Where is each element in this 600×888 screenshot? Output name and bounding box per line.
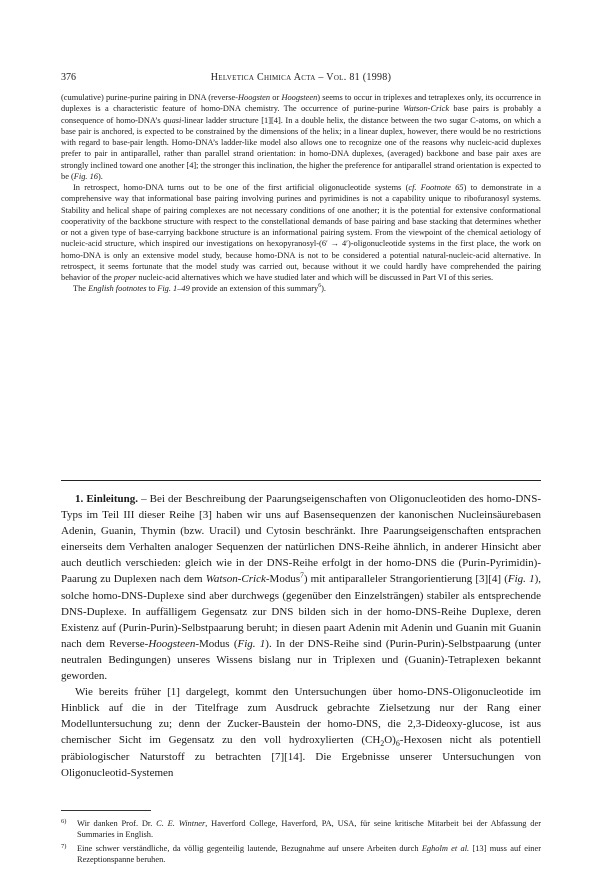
body-text: ). In der DNS-Reihe sind (Purin-Purin)-Selbstpaarung (unter neutralen Bedingungen) unseres Wissens bislang nur in Triplexen und (Guanin)-Tetraplexen bekannt geworden. (61, 637, 542, 683)
summary-italic: Hoogsten (237, 93, 271, 102)
figure-reference: Fig. 1 (237, 637, 266, 650)
body-text: Wie bereits früher [1] dargelegt, kommt den Untersuchungen über homo-DNS-Oligonucleotide im Hinblick auf die in der Titelfrage zum Ausdruck gebrachte Zielsetzung nur der Rang einer Modelluntersuchung zu; denn der Zucker-Baustein der homo-DNS, die 2,3-Dideoxy-glucose, ist aus chemischer Sicht im Gegensatz zu den voll hydroxylierten (CH (61, 686, 541, 747)
footnote-number: 7) (61, 842, 67, 850)
footnotes (61, 818, 541, 868)
footnote-text: , Haverford College, Haverford, PA, USA, für seine kritische Mitarbeit bei der Abfassung der Summaries in English. (77, 819, 541, 840)
footnote-text: [13] muss auf einer Rezeptionspanne beruhen. (77, 843, 541, 865)
footnote-reference: cf. Footnote 65 (408, 183, 464, 192)
summary-text: ). (321, 284, 326, 294)
section-divider (61, 480, 541, 481)
summary-text: In retrospect, homo-DNA turns out to be one of the first artificial oligonucleotide systems ( (73, 183, 409, 192)
footnote (61, 843, 541, 866)
footnote-italic: Egholm et al. (421, 843, 470, 853)
body-text: – Bei der Beschreibung der Paarungseigenschaften von Oligonucleotiden des homo-DNS-Typs im Teil III dieser Reihe [3] haben wir uns auf Basensequenzen der kanonischen Nucleinsäurebasen Adenin, Guanin, Thymin (bzw. Uracil) und Cytosin beschränkt. Ihre Paarungseigenschaften entsprachen einerseits dem Verhalten analoger Sequenzen der natürlichen DNS-Reihe ähnlich, in anderer Hinsicht aber auch deutlich verschieden: gleich wie in der DNS-Reihe erfolgt in der homo-DNS die (Purin-Pyrimidin)-Paarung zu Duplexen nach dem (61, 493, 541, 586)
body-text: ), solche homo-DNS-Duplexe sind aber durchwegs (gegenüber den Einzelsträngen) stabiler als entsprechende DNS-Duplexe. In auffälligem Gegensatz zur DNS bilden sich in der homo-DNS-Reihe Duplexe, deren Existenz auf (Purin-Purin)-Selbstpaarung beruht; in diesen paart Adenin mit Adenin und Guanin mit Guanin nach dem Reverse- (61, 573, 541, 650)
page-number: 376 (61, 72, 76, 83)
footnote-number-text: 6 (61, 818, 65, 825)
footnote-number-text: 7 (61, 842, 65, 850)
footnote-number: 6) (61, 818, 67, 825)
summary-text: nucleic-acid alternatives which we have studied later and which will be discussed in Part VI of this series. (136, 273, 494, 282)
body-text: -Modus ( (195, 637, 238, 650)
introduction-paragraph-2 (61, 684, 541, 781)
summary-text: -linear ladder structure [1][4]. In a double helix, the distance between the two sugar C-atoms, on which a base pair is anchored, is expected to be constrained by the dimensions of the helix; in a linear duplex, however, there would be no restrictions with regard to base-pair length. Homo-DNA’s ladder-like model also allows one to recognize one of the reasons why nucleic-acid duplexes prefer to pair in antiparallel, rather than parallel strand orientation: in homo-DNA duplexes, (averaged) backbone and base pair axes are strongly inclined toward one another [4]; the stronger this inclination, the higher the preference for antiparallel strand orientation is expected to be ( (61, 115, 541, 181)
footnote-italic: C. E. Wintner (156, 819, 206, 828)
summary-text: provide an extension of this summary (189, 284, 319, 294)
section-heading: 1. Einleitung. (75, 493, 138, 505)
running-header (61, 71, 541, 85)
summary-italic: Watson-Crick (403, 104, 450, 114)
summary-italic: proper (113, 273, 137, 282)
summary-text: base pairs is probably a consequence of homo-DNA’s (61, 104, 541, 125)
summary-paragraph-1 (61, 92, 541, 182)
footnote-mark: 6 (318, 283, 322, 290)
figure-reference: Fig. 1 (507, 573, 535, 586)
figure-reference: Fig. 1–49 (157, 284, 190, 294)
body-italic: Watson-Crick (205, 573, 266, 586)
footnote-divider (61, 810, 151, 811)
summary-italic: quasi (163, 115, 182, 125)
introduction-paragraph-1 (61, 491, 541, 684)
body-text: -Hexosen nicht als potentiell präbiologischer Naturstoff zu betrachten [7][14]. Die Ergebnisse unserer Untersuchungen von Oligonucleotid-Systemen (61, 734, 541, 779)
summary-text: The (73, 284, 89, 294)
main-text (61, 491, 541, 781)
footnote (61, 818, 541, 841)
summary-text: (cumulative) purine-purine pairing in DNA (reverse- (61, 93, 238, 102)
english-summary (61, 92, 541, 295)
body-italic: Hoogsteen (148, 637, 196, 650)
summary-text: ) seems to occur in triplexes and tetraplexes only, its occurrence in duplexes is a characteristic feature of homo-DNA chemistry. The occurrence of purine-purine (61, 93, 541, 114)
summary-italic: English footnotes (88, 284, 147, 294)
summary-italic: Hoogsteen (281, 93, 318, 102)
figure-reference: Fig. 16 (73, 171, 98, 181)
body-text: O) (384, 734, 396, 747)
summary-text: ) to demonstrate in a comprehensive way that informational base pairing involving purines and pyrimidines is not a capability unique to ribofuranosyl systems. Stability and helical shape of pairing complexes are not necessary conditions of one another; it is the potential for extensive conformational cooperativity of the backbone structure with respect to the constellational demands of base pairing and base stacking that determines whether or not a given type of base-carrying backbone structure is an informational pairing system. From the viewpoint of the chemical aetiology of nucleic-acid structure, which inspired our investigations on hexopyranosyl-(6′ → 4′)-oligonucleotide systems in the first place, the work on homo-DNA is only an extensive model study, because homo-DNA is not to be considered a potential natural-nucleic-acid alternative. In retrospect, it seems fortunate that the model study was carried out, because without it we could hardly have comprehended the pairing behavior of the (61, 183, 542, 282)
summary-text: to (146, 284, 158, 294)
summary-text: ). (98, 171, 103, 181)
footnote-text: Eine schwer verständliche, da völlig gegenteilig lautende, Bezugnahme auf unsere Arbeiten durch (77, 843, 422, 853)
body-text: -Modus (265, 573, 301, 586)
summary-text: or (270, 93, 282, 102)
body-text: ) mit antiparalleler Strangorientierung [3][4] ( (303, 573, 508, 586)
footnote-text: Wir danken Prof. Dr. (77, 819, 157, 828)
subscript: 6 (395, 739, 400, 749)
subscript: 2 (380, 739, 385, 749)
journal-title: Helvetica Chimica Acta – Vol. 81 (1998) (210, 72, 392, 83)
summary-paragraph-2 (61, 182, 541, 283)
footnote-mark: 7 (300, 570, 304, 580)
summary-paragraph-3 (61, 283, 541, 294)
